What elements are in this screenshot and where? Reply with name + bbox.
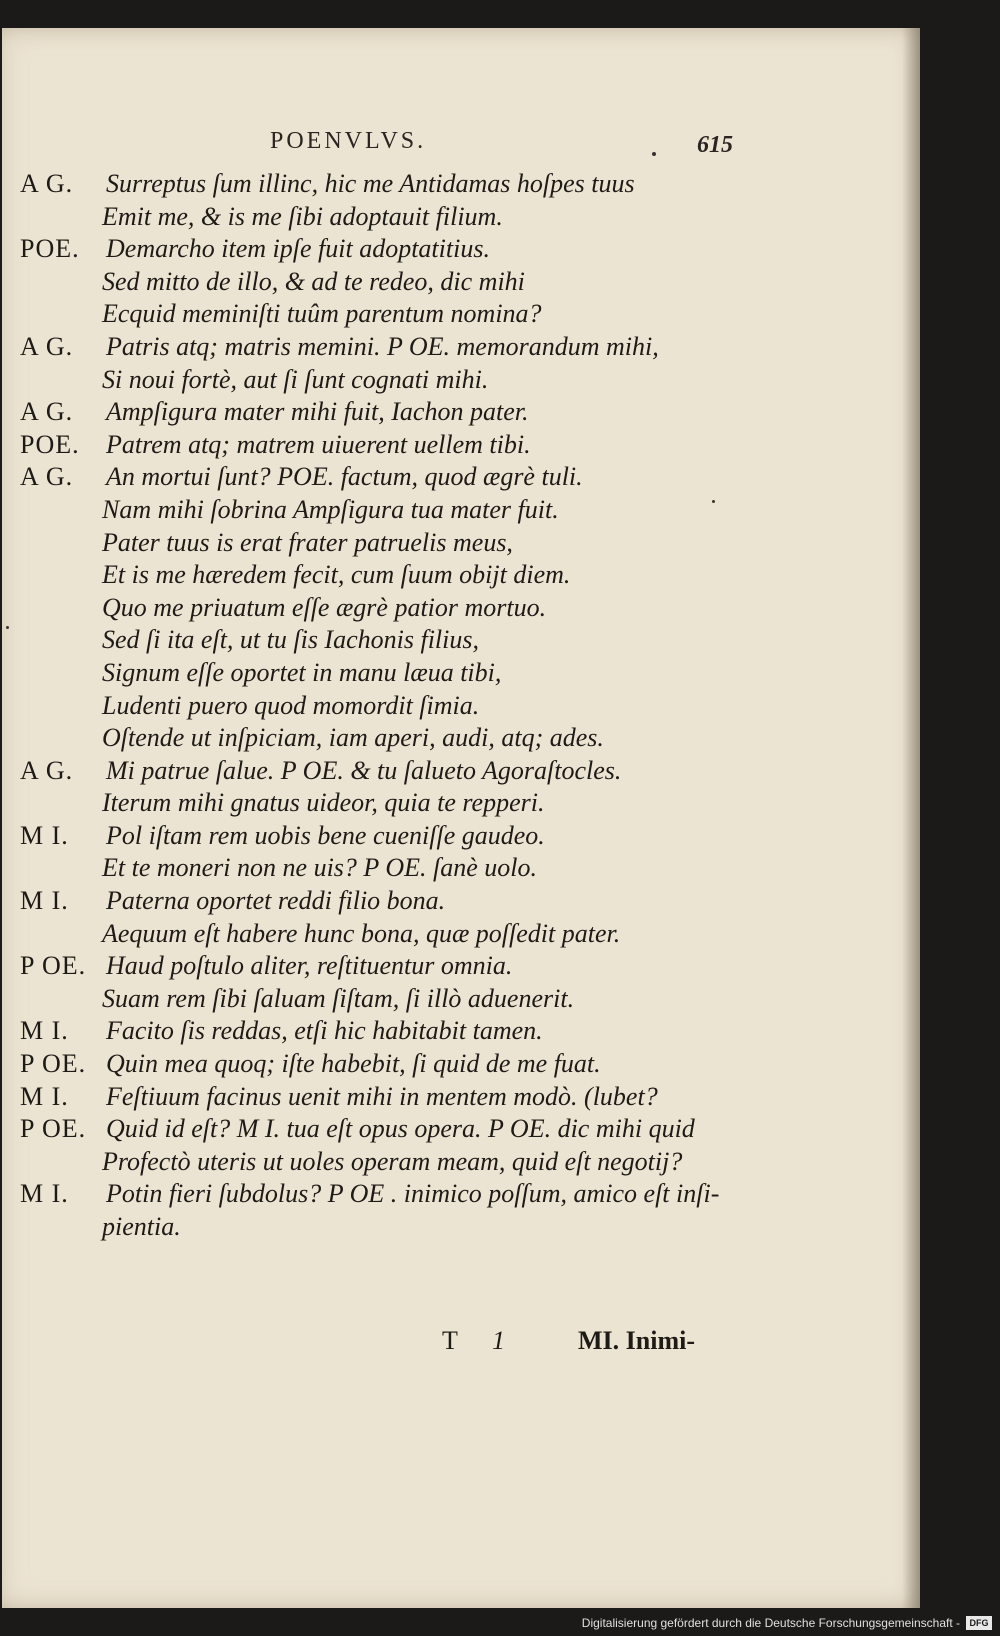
speaker-label: M I. [20,1179,69,1209]
verse-line [20,820,730,853]
verse-text: Iterum mihi gnatus uideor, quia te repperi. [102,788,545,818]
book-page [2,28,920,1608]
verse-text: Haud poſtulo aliter, reſtituentur omnia. [106,951,513,981]
verse-text: Surreptus ſum illinc, hic me Antidamas hoſpes tuus [106,169,635,198]
verse-text: Facito ſis reddas, etſi hic habitabit tamen. [106,1016,543,1046]
verse-text: Demarcho item ipſe fuit adoptatitius. [106,234,490,264]
verse-line [20,852,730,885]
speaker-label: A G. [20,755,74,785]
verse-line [20,787,730,820]
speaker-label: POE. [20,429,80,459]
dfg-logo: DFG [966,1616,992,1630]
speaker-label: M I. [20,1081,69,1111]
verse-text: Suam rem ſibi ſaluam ſiſtam, ſi illò aduenerit. [102,983,575,1013]
ink-speck [6,626,9,629]
verse-line [20,461,730,494]
verse-line [20,364,730,397]
verse-line [20,266,730,299]
verse-line [20,298,730,331]
verse-line [20,527,730,560]
verse-line [20,690,730,723]
dialogue-text [20,168,730,1244]
speaker-label: P OE. [20,1049,87,1079]
verse-line [20,1081,730,1114]
verse-text: Ludenti puero quod momordit ſimia. [102,690,480,720]
verse-text: Patrem atq; matrem uiuerent uellem tibi. [106,429,531,459]
verse-text: Profectò uteris ut uoles operam meam, quid eſt negotij? [102,1146,683,1176]
catchword: MI. Inimi- [578,1326,695,1355]
verse-text: Si noui fortè, aut ſi ſunt cognati mihi. [102,364,489,394]
verse-text: Ampſigura mater mihi fuit, Iachon pater. [106,397,529,427]
footer-bar [0,1608,1000,1636]
verse-text: Ecquid meminiſti tuûm parentum nomina? [102,299,542,329]
ink-speck [712,500,715,503]
verse-line [20,1146,730,1179]
verse-text: Pol iſtam rem uobis bene cueniſſe gaudeo. [106,820,545,850]
verse-text: Et is me hæredem fecit, cum ſuum obijt diem. [102,560,571,590]
funding-credit: Digitalisierung gefördert durch die Deutsche Forschungsgemeinschaft - [581,1616,960,1630]
verse-line [20,1015,730,1048]
verse-text: Paterna oportet reddi filio bona. [106,886,446,916]
verse-text: Oſtende ut inſpiciam, iam aperi, audi, atq; ades. [102,723,604,753]
speaker-label: P OE. [20,951,87,981]
verse-line [20,168,730,201]
verse-line [20,201,730,234]
page-number: 615 [697,132,733,158]
running-title: POENVLVS. [270,128,427,154]
speaker-label: M I. [20,1016,69,1046]
speaker-label: A G. [20,462,74,492]
verse-text: Quo me priuatum eſſe ægrè patior mortuo. [102,592,547,622]
verse-line [20,429,730,462]
verse-line [20,657,730,690]
speaker-label: POE. [20,234,80,264]
signature-mark: T [442,1326,458,1355]
signature-number: 1 [492,1326,505,1355]
page-spine-shadow [902,28,920,1608]
verse-line [20,1211,730,1244]
verse-line [20,1113,730,1146]
speaker-label: P OE. [20,1114,87,1144]
verse-line [20,1178,730,1211]
speaker-label: A G. [20,169,74,198]
speaker-label: M I. [20,820,69,850]
verse-line [20,983,730,1016]
verse-text: Aequum eſt habere hunc bona, quæ poſſedit pater. [102,918,621,948]
verse-line [20,950,730,983]
verse-line [20,755,730,788]
verse-text: Potin fieri ſubdolus? P OE . inimico poſſum, amico eſt inſi- [106,1179,720,1209]
verse-text: Feſtiuum facinus uenit mihi in mentem modò. (lubet? [106,1081,658,1111]
verse-line [20,624,730,657]
verse-line [20,885,730,918]
ink-speck [652,152,656,156]
verse-line [20,1048,730,1081]
verse-text: Quin mea quoq; iſte habebit, ſi quid de me fuat. [106,1049,601,1079]
verse-line [20,233,730,266]
verse-text: Signum eſſe oportet in manu læua tibi, [102,657,502,687]
speaker-label: A G. [20,331,74,361]
verse-text: An mortui ſunt? POE. factum, quod ægrè tuli. [106,462,583,492]
verse-line [20,722,730,755]
verse-line [20,494,730,527]
verse-text: Et te moneri non ne uis? P OE. ſanè uolo. [102,853,537,883]
verse-text: Patris atq; matris memini. P OE. memorandum mihi, [106,331,659,361]
speaker-label: A G. [20,397,74,427]
verse-line [20,918,730,951]
speaker-label: M I. [20,886,69,916]
verse-line [20,331,730,364]
verse-text: Sed ſi ita eſt, ut tu ſis Iachonis filius, [102,625,479,655]
verse-text: Pater tuus is erat frater patruelis meus, [102,527,513,557]
verse-text: Emit me, & is me ſibi adoptauit filium. [102,201,503,231]
verse-line [20,396,730,429]
verse-text: Quid id eſt? M I. tua eſt opus opera. P OE. dic mihi quid [106,1114,695,1144]
verse-text: pientia. [102,1212,181,1241]
verse-text: Nam mihi ſobrina Ampſigura tua mater fuit. [102,494,559,524]
verse-text: Sed mitto de illo, & ad te redeo, dic mihi [102,266,525,296]
verse-text: Mi patrue ſalue. P OE. & tu ſalueto Agoraſtocles. [106,755,622,785]
verse-line [20,592,730,625]
verse-line [20,559,730,592]
